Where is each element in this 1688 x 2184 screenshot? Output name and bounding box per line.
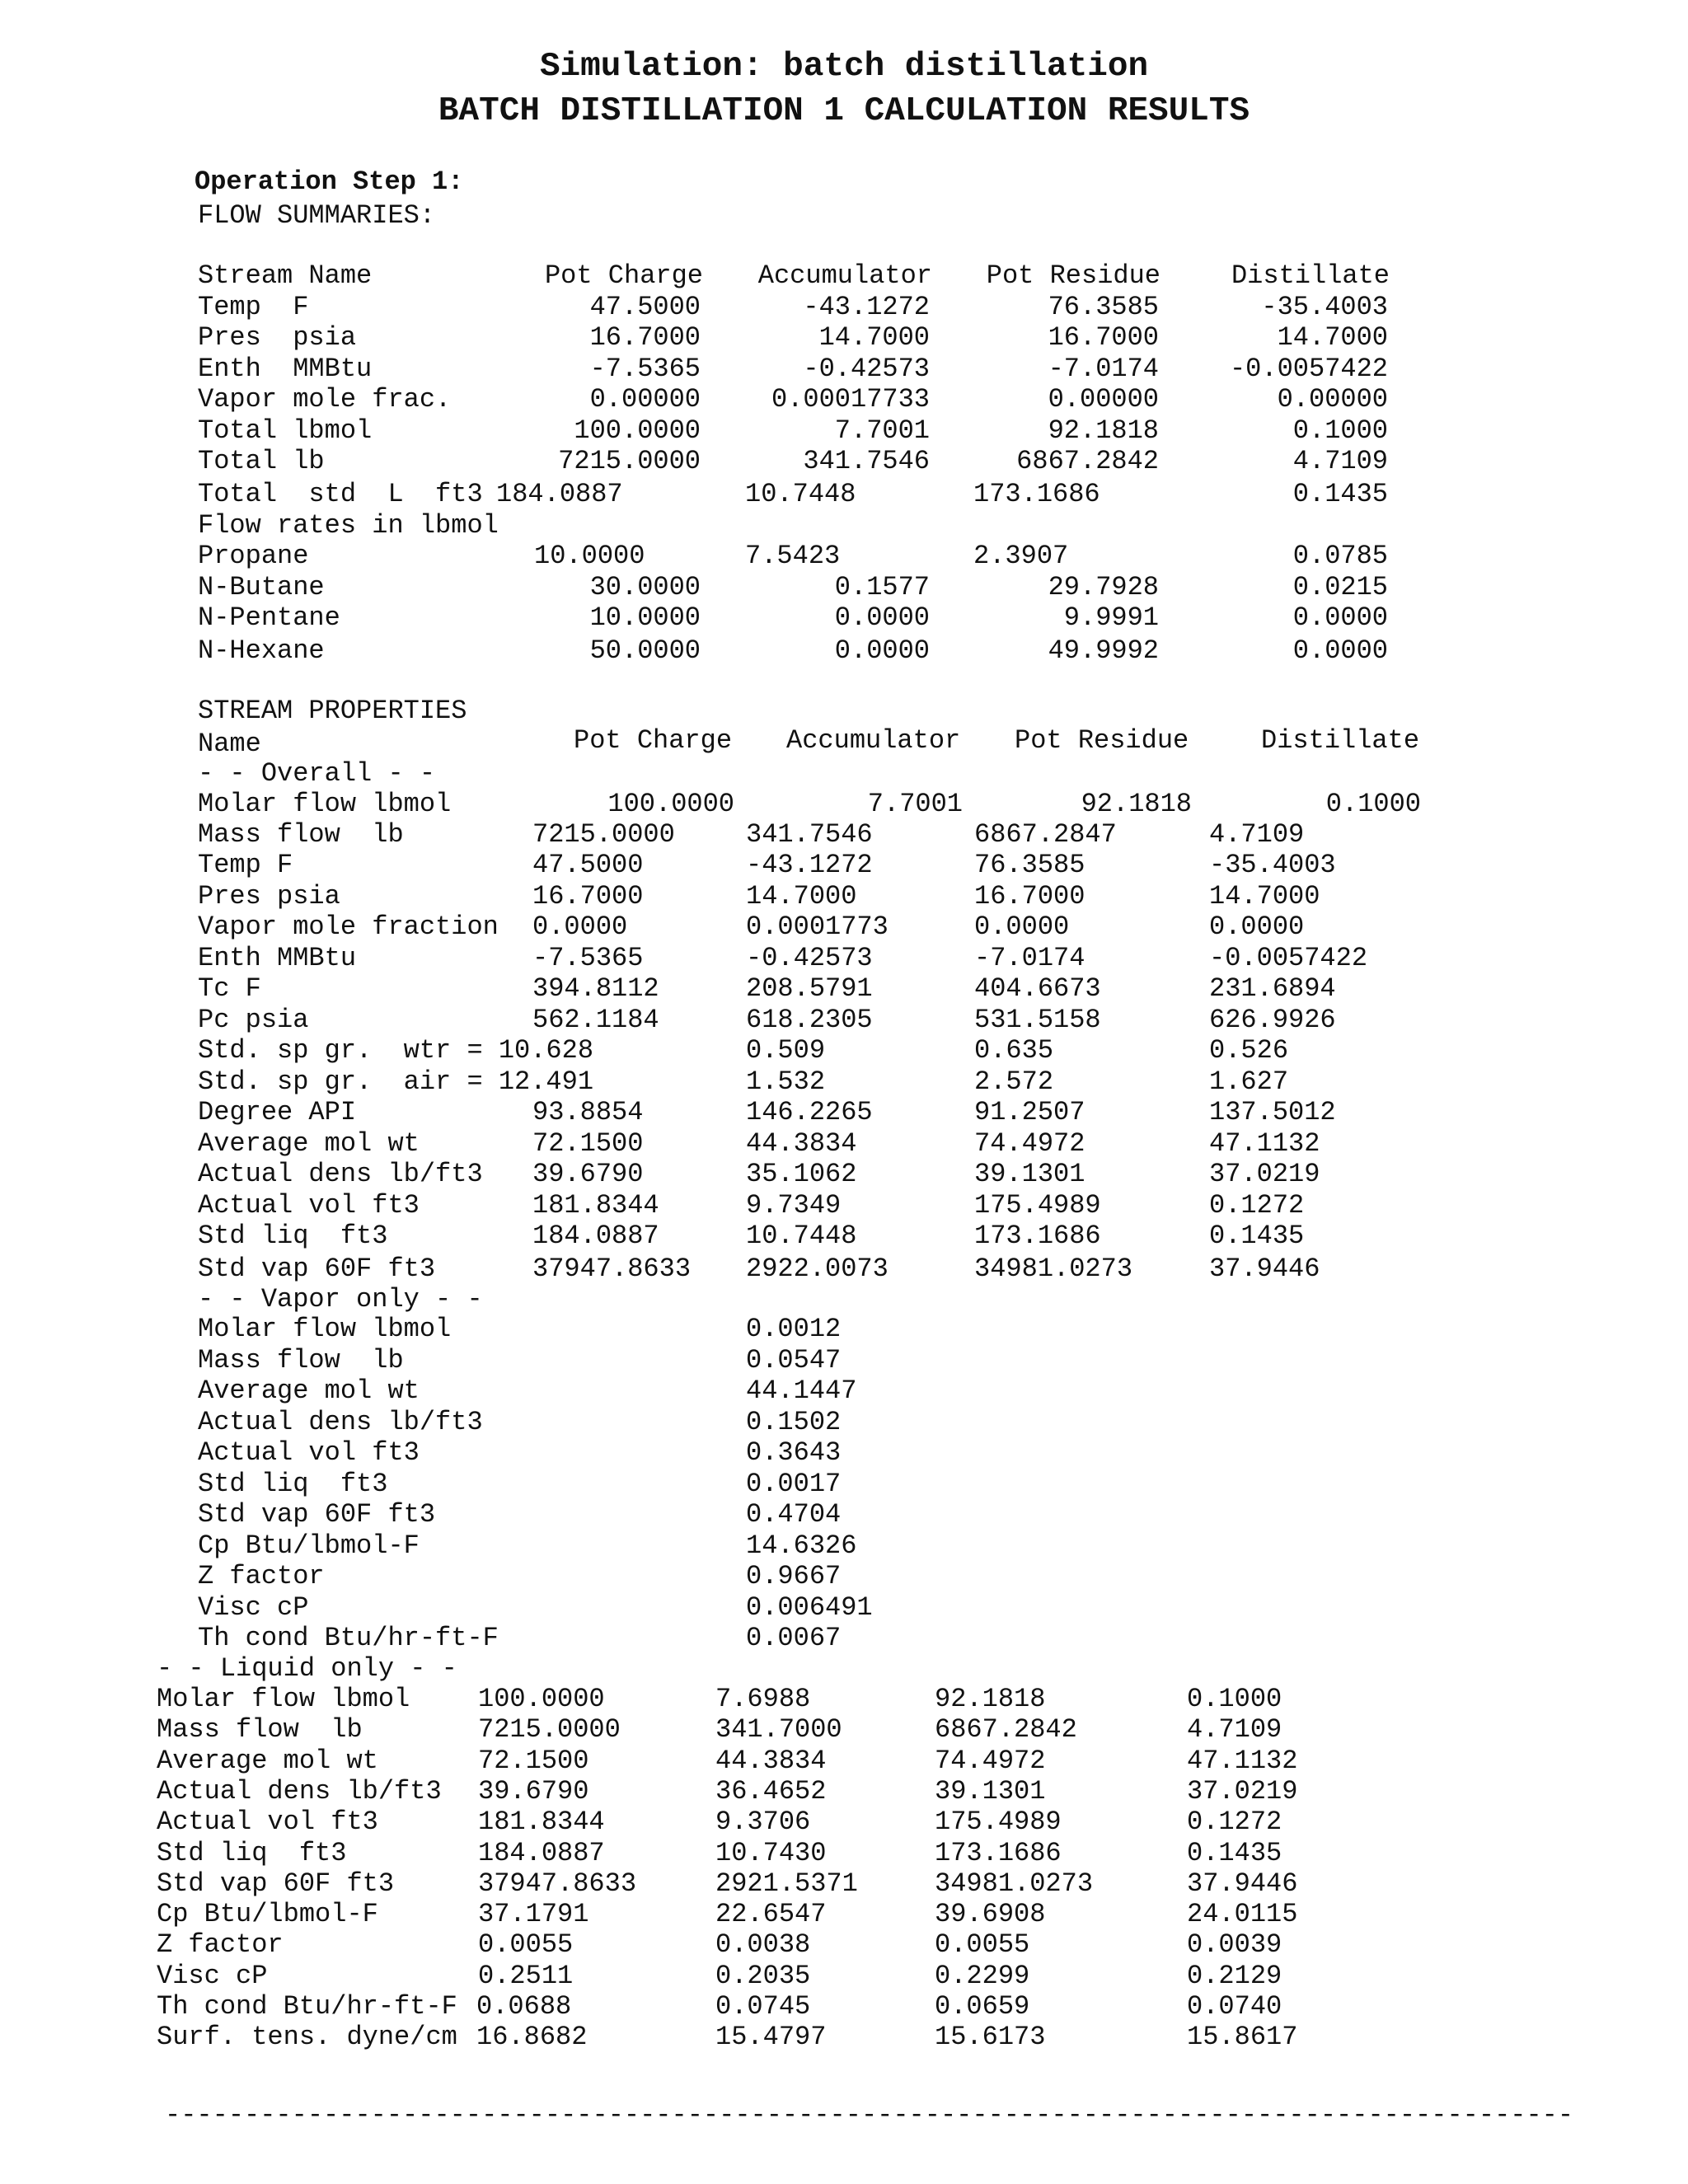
table-cell: 146.2265 bbox=[746, 1097, 873, 1127]
table-cell: 7.7001 bbox=[834, 415, 930, 446]
column-header: Pot Charge bbox=[544, 260, 703, 291]
column-header: Pot Residue bbox=[1015, 725, 1189, 756]
table-cell: 0.00000 bbox=[1277, 384, 1388, 415]
table-cell: 39.1301 bbox=[935, 1776, 1046, 1807]
table-cell: 626.9926 bbox=[1209, 1005, 1336, 1035]
table-cell: 184.0887 bbox=[478, 1838, 605, 1868]
table-cell: 341.7546 bbox=[746, 819, 873, 850]
table-cell: 0.00017733 bbox=[771, 384, 930, 415]
table-cell: 39.6908 bbox=[935, 1899, 1046, 1929]
table-cell: 341.7546 bbox=[803, 446, 930, 476]
column-header: Accumulator bbox=[757, 260, 932, 291]
row-label: Enth MMBtu bbox=[198, 943, 357, 973]
table-cell: 0.0055 bbox=[935, 1929, 1030, 1960]
table-cell: -7.0174 bbox=[1048, 354, 1159, 384]
row-label: Average mol wt bbox=[198, 1376, 420, 1406]
table-cell: 181.8344 bbox=[478, 1807, 605, 1837]
table-cell: 0.0000 bbox=[532, 912, 628, 942]
flow-summaries-label: FLOW SUMMARIES: bbox=[198, 200, 436, 231]
row-label: Molar flow lbmol bbox=[198, 789, 452, 819]
table-cell: 0.1000 bbox=[1292, 415, 1388, 446]
table-cell: 22.6547 bbox=[715, 1899, 827, 1929]
row-label: Visc cP bbox=[198, 1592, 309, 1623]
table-cell: 0.0055 bbox=[478, 1929, 574, 1960]
row-label: Mass flow lb bbox=[198, 1345, 404, 1376]
table-cell: 10.7430 bbox=[715, 1838, 827, 1868]
table-cell: 76.3585 bbox=[1048, 292, 1159, 322]
column-header: Pot Charge bbox=[574, 725, 733, 756]
row-label: Enth MMBtu bbox=[198, 354, 373, 384]
table-cell: 0.9667 bbox=[746, 1561, 842, 1591]
table-cell: 0.00000 bbox=[1048, 384, 1159, 415]
row-label: Std. sp gr. wtr = 1 bbox=[198, 1035, 515, 1066]
row-label: Propane bbox=[198, 541, 309, 571]
table-cell: 9.9991 bbox=[1063, 602, 1159, 633]
table-cell: 16.7000 bbox=[589, 322, 701, 353]
table-cell: 7215.0000 bbox=[478, 1714, 621, 1745]
table-cell: 0.2129 bbox=[1187, 1961, 1282, 1991]
row-label: Temp F bbox=[198, 850, 293, 880]
table-cell: 2922.0073 bbox=[746, 1254, 889, 1284]
table-cell: 14.7000 bbox=[818, 322, 930, 353]
table-cell: 394.8112 bbox=[532, 973, 659, 1004]
table-cell: -7.5365 bbox=[589, 354, 701, 384]
table-cell: 4.7109 bbox=[1292, 446, 1388, 476]
column-header: Distillate bbox=[1261, 725, 1420, 756]
table-cell: 37.1791 bbox=[478, 1899, 589, 1929]
row-label: Total std L ft3 bbox=[198, 479, 483, 509]
table-cell: 7.7001 bbox=[867, 789, 963, 819]
table-cell: 34981.0273 bbox=[974, 1254, 1133, 1284]
table-cell: 0.0688 bbox=[476, 1991, 572, 2022]
table-cell: 618.2305 bbox=[746, 1005, 873, 1035]
table-cell: 404.6673 bbox=[974, 973, 1101, 1004]
table-cell: 0.0067 bbox=[746, 1623, 842, 1653]
table-cell: 47.1132 bbox=[1209, 1128, 1320, 1159]
table-cell: 39.6790 bbox=[478, 1776, 589, 1807]
table-cell: 37.0219 bbox=[1209, 1159, 1320, 1189]
table-cell: 10.7448 bbox=[745, 479, 856, 509]
table-cell: 4.7109 bbox=[1209, 819, 1305, 850]
table-cell: 15.8617 bbox=[1187, 2022, 1298, 2052]
table-cell: 0.1577 bbox=[834, 572, 930, 602]
table-cell: 92.1818 bbox=[1048, 415, 1159, 446]
row-label: Temp F bbox=[198, 292, 309, 322]
table-cell: 47.1132 bbox=[1187, 1746, 1298, 1776]
table-cell: 76.3585 bbox=[974, 850, 1085, 880]
page-subtitle: BATCH DISTILLATION 1 CALCULATION RESULTS bbox=[438, 92, 1250, 130]
table-cell: 175.4989 bbox=[974, 1190, 1101, 1221]
table-cell: 0.1435 bbox=[1187, 1838, 1282, 1868]
table-cell: 1.532 bbox=[746, 1066, 826, 1097]
row-label: Molar flow lbmol bbox=[157, 1684, 410, 1714]
row-label: Actual dens lb/ft3 bbox=[198, 1407, 483, 1437]
row-label: Std. sp gr. air = 1 bbox=[198, 1066, 515, 1097]
row-label: Tc F bbox=[198, 973, 261, 1004]
table-cell: 341.7000 bbox=[715, 1714, 842, 1745]
table-cell: 181.8344 bbox=[532, 1190, 659, 1221]
table-cell: 184.0887 bbox=[496, 479, 623, 509]
table-cell: 0.0740 bbox=[1187, 1991, 1282, 2022]
table-cell: 14.7000 bbox=[1209, 881, 1320, 912]
table-cell: 1.627 bbox=[1209, 1066, 1289, 1097]
column-header: Pot Residue bbox=[986, 260, 1160, 291]
column-header: Distillate bbox=[1231, 260, 1390, 291]
row-label: Actual vol ft3 bbox=[198, 1190, 420, 1221]
table-cell: 39.6790 bbox=[532, 1159, 644, 1189]
table-cell: 36.4652 bbox=[715, 1776, 827, 1807]
table-cell: 4.7109 bbox=[1187, 1714, 1282, 1745]
table-cell: 2.491 bbox=[514, 1066, 594, 1097]
table-cell: -0.42573 bbox=[803, 354, 930, 384]
table-cell: 175.4989 bbox=[935, 1807, 1062, 1837]
row-label: Surf. tens. dyne/cm bbox=[157, 2022, 457, 2052]
table-cell: 44.3834 bbox=[746, 1128, 857, 1159]
table-cell: 0.1272 bbox=[1209, 1190, 1305, 1221]
table-cell: 30.0000 bbox=[589, 572, 701, 602]
table-cell: 7.5423 bbox=[745, 541, 841, 571]
table-cell: 44.1447 bbox=[746, 1376, 857, 1406]
row-label: Mass flow lb bbox=[157, 1714, 363, 1745]
table-cell: -35.4003 bbox=[1261, 292, 1388, 322]
row-label: Std liq ft3 bbox=[198, 1221, 388, 1251]
table-cell: -0.0057422 bbox=[1209, 943, 1368, 973]
table-cell: 0.0547 bbox=[746, 1345, 842, 1376]
table-cell: 6867.2842 bbox=[935, 1714, 1077, 1745]
table-cell: 16.7000 bbox=[974, 881, 1085, 912]
row-label: Visc cP bbox=[157, 1961, 268, 1991]
table-cell: 15.4797 bbox=[715, 2022, 827, 2052]
table-cell: 0.006491 bbox=[746, 1592, 873, 1623]
table-cell: 173.1686 bbox=[935, 1838, 1062, 1868]
table-cell: 10.0000 bbox=[534, 541, 645, 571]
table-cell: 16.7000 bbox=[1048, 322, 1159, 353]
table-cell: 14.7000 bbox=[1277, 322, 1388, 353]
row-label: Vapor mole fraction bbox=[198, 912, 499, 942]
table-cell: 47.5000 bbox=[589, 292, 701, 322]
table-cell: 6867.2847 bbox=[974, 819, 1117, 850]
table-cell: 7215.0000 bbox=[532, 819, 675, 850]
table-cell: 100.0000 bbox=[574, 415, 701, 446]
table-cell: 37.0219 bbox=[1187, 1776, 1298, 1807]
row-label: Total lbmol bbox=[198, 415, 373, 446]
section-label-liquid: - - Liquid only - - bbox=[157, 1653, 457, 1684]
stream-properties-label: STREAM PROPERTIES bbox=[198, 696, 467, 726]
row-label: Molar flow lbmol bbox=[198, 1314, 452, 1344]
row-label: Flow rates in lbmol bbox=[198, 510, 499, 541]
table-cell: 91.2507 bbox=[974, 1097, 1085, 1127]
table-cell: 0.0785 bbox=[1292, 541, 1388, 571]
row-label: Average mol wt bbox=[198, 1128, 420, 1159]
table-cell: 0.1502 bbox=[746, 1407, 842, 1437]
table-cell: 74.4972 bbox=[935, 1746, 1046, 1776]
table-cell: 0.1000 bbox=[1187, 1684, 1282, 1714]
step-label: Operation Step 1: bbox=[195, 166, 464, 197]
row-label: Z factor bbox=[198, 1561, 325, 1591]
table-cell: 0.628 bbox=[514, 1035, 594, 1066]
section-label-overall: - - Overall - - bbox=[198, 758, 436, 789]
section-label-vapor: - - Vapor only - - bbox=[198, 1284, 483, 1315]
table-cell: 6867.2842 bbox=[1016, 446, 1159, 476]
column-header-stream-name: Stream Name bbox=[198, 260, 373, 291]
row-label: Std vap 60F ft3 bbox=[198, 1254, 436, 1284]
table-cell: 24.0115 bbox=[1187, 1899, 1298, 1929]
table-cell: 50.0000 bbox=[589, 635, 701, 666]
table-cell: 74.4972 bbox=[974, 1128, 1085, 1159]
row-label: N-Pentane bbox=[198, 602, 340, 633]
table-cell: -0.0057422 bbox=[1229, 354, 1388, 384]
table-cell: -43.1272 bbox=[746, 850, 873, 880]
row-label: Std liq ft3 bbox=[157, 1838, 347, 1868]
row-label: Total lb bbox=[198, 446, 325, 476]
row-label: Std vap 60F ft3 bbox=[198, 1499, 436, 1530]
table-cell: 34981.0273 bbox=[935, 1868, 1094, 1899]
table-cell: 15.6173 bbox=[935, 2022, 1046, 2052]
table-cell: 7.6988 bbox=[715, 1684, 811, 1714]
table-cell: 35.1062 bbox=[746, 1159, 857, 1189]
table-cell: 29.7928 bbox=[1048, 572, 1159, 602]
table-cell: 0.526 bbox=[1209, 1035, 1289, 1066]
table-cell: 37.9446 bbox=[1187, 1868, 1298, 1899]
table-cell: 0.1435 bbox=[1292, 479, 1388, 509]
row-label: Cp Btu/lbmol-F bbox=[157, 1899, 378, 1929]
table-cell: 173.1686 bbox=[974, 1221, 1101, 1251]
table-cell: 7215.0000 bbox=[558, 446, 701, 476]
row-label: N-Hexane bbox=[198, 635, 325, 666]
table-cell: 0.1000 bbox=[1325, 789, 1421, 819]
page-title: Simulation: batch distillation bbox=[539, 48, 1149, 86]
table-cell: 9.7349 bbox=[746, 1190, 842, 1221]
table-cell: 72.1500 bbox=[532, 1128, 644, 1159]
table-cell: 0.0000 bbox=[974, 912, 1070, 942]
table-cell: 0.0000 bbox=[834, 602, 930, 633]
table-cell: 0.0012 bbox=[746, 1314, 842, 1344]
row-label: Cp Btu/lbmol-F bbox=[198, 1530, 420, 1561]
table-cell: 531.5158 bbox=[974, 1005, 1101, 1035]
table-cell: 14.7000 bbox=[746, 881, 857, 912]
table-cell: 39.1301 bbox=[974, 1159, 1085, 1189]
row-label: Mass flow lb bbox=[198, 819, 404, 850]
table-cell: 0.00000 bbox=[589, 384, 701, 415]
row-label: N-Butane bbox=[198, 572, 325, 602]
row-label: Actual vol ft3 bbox=[198, 1437, 420, 1468]
table-cell: 0.0000 bbox=[834, 635, 930, 666]
table-cell: 0.635 bbox=[974, 1035, 1054, 1066]
table-cell: 72.1500 bbox=[478, 1746, 589, 1776]
table-cell: 2.3907 bbox=[973, 541, 1069, 571]
row-label: Pres psia bbox=[198, 881, 340, 912]
table-cell: 14.6326 bbox=[746, 1530, 857, 1561]
table-cell: 37947.8633 bbox=[478, 1868, 637, 1899]
table-cell: 0.4704 bbox=[746, 1499, 842, 1530]
table-cell: -0.42573 bbox=[746, 943, 873, 973]
table-cell: 0.0017 bbox=[746, 1469, 842, 1499]
table-cell: 184.0887 bbox=[532, 1221, 659, 1251]
table-cell: 231.6894 bbox=[1209, 973, 1336, 1004]
row-label: Th cond Btu/hr-ft-F bbox=[198, 1623, 499, 1653]
table-cell: 92.1818 bbox=[935, 1684, 1046, 1714]
table-cell: 0.0745 bbox=[715, 1991, 811, 2022]
column-header: Accumulator bbox=[786, 725, 961, 756]
table-cell: 562.1184 bbox=[532, 1005, 659, 1035]
row-label: Actual vol ft3 bbox=[157, 1807, 378, 1837]
table-cell: 16.8682 bbox=[476, 2022, 588, 2052]
table-cell: -43.1272 bbox=[803, 292, 930, 322]
table-cell: 10.0000 bbox=[589, 602, 701, 633]
column-header-name: Name bbox=[198, 729, 261, 759]
table-cell: 2.572 bbox=[974, 1066, 1054, 1097]
table-cell: 0.2299 bbox=[935, 1961, 1030, 1991]
table-cell: 137.5012 bbox=[1209, 1097, 1336, 1127]
table-cell: 100.0000 bbox=[478, 1684, 605, 1714]
table-cell: -7.5365 bbox=[532, 943, 644, 973]
table-cell: 92.1818 bbox=[1081, 789, 1192, 819]
table-cell: 0.2035 bbox=[715, 1961, 811, 1991]
table-cell: 9.3706 bbox=[715, 1807, 811, 1837]
table-cell: 173.1686 bbox=[973, 479, 1100, 509]
table-cell: 208.5791 bbox=[746, 973, 873, 1004]
table-cell: 0.0000 bbox=[1292, 602, 1388, 633]
table-cell: 44.3834 bbox=[715, 1746, 827, 1776]
table-cell: 0.0215 bbox=[1292, 572, 1388, 602]
table-cell: -7.0174 bbox=[974, 943, 1085, 973]
row-label: Degree API bbox=[198, 1097, 357, 1127]
row-label: Pc psia bbox=[198, 1005, 309, 1035]
table-cell: 0.509 bbox=[746, 1035, 826, 1066]
table-cell: 0.0000 bbox=[1292, 635, 1388, 666]
row-label: Actual dens lb/ft3 bbox=[198, 1159, 483, 1189]
row-label: Pres psia bbox=[198, 322, 357, 353]
table-cell: 100.0000 bbox=[607, 789, 734, 819]
table-cell: 2921.5371 bbox=[715, 1868, 858, 1899]
table-cell: 0.2511 bbox=[478, 1961, 574, 1991]
table-cell: 0.0038 bbox=[715, 1929, 811, 1960]
table-cell: 93.8854 bbox=[532, 1097, 644, 1127]
table-cell: 0.3643 bbox=[746, 1437, 842, 1468]
table-cell: 49.9992 bbox=[1048, 635, 1159, 666]
table-cell: -35.4003 bbox=[1209, 850, 1336, 880]
table-cell: 0.0659 bbox=[935, 1991, 1030, 2022]
divider-line: ----------------------------------------------------------------------------------------- bbox=[165, 2100, 1574, 2130]
row-label: Actual dens lb/ft3 bbox=[157, 1776, 442, 1807]
row-label: Z factor bbox=[157, 1929, 284, 1960]
table-cell: 0.0001773 bbox=[746, 912, 889, 942]
table-cell: 16.7000 bbox=[532, 881, 644, 912]
row-label: Std vap 60F ft3 bbox=[157, 1868, 395, 1899]
row-label: Th cond Btu/hr-ft-F bbox=[157, 1991, 457, 2022]
row-label: Std liq ft3 bbox=[198, 1469, 388, 1499]
table-cell: 47.5000 bbox=[532, 850, 644, 880]
row-label: Average mol wt bbox=[157, 1746, 378, 1776]
table-cell: 37.9446 bbox=[1209, 1254, 1320, 1284]
table-cell: 10.7448 bbox=[746, 1221, 857, 1251]
table-cell: 0.1272 bbox=[1187, 1807, 1282, 1837]
table-cell: 0.1435 bbox=[1209, 1221, 1305, 1251]
table-cell: 37947.8633 bbox=[532, 1254, 692, 1284]
row-label: Vapor mole frac. bbox=[198, 384, 452, 415]
table-cell: 0.0000 bbox=[1209, 912, 1305, 942]
table-cell: 0.0039 bbox=[1187, 1929, 1282, 1960]
